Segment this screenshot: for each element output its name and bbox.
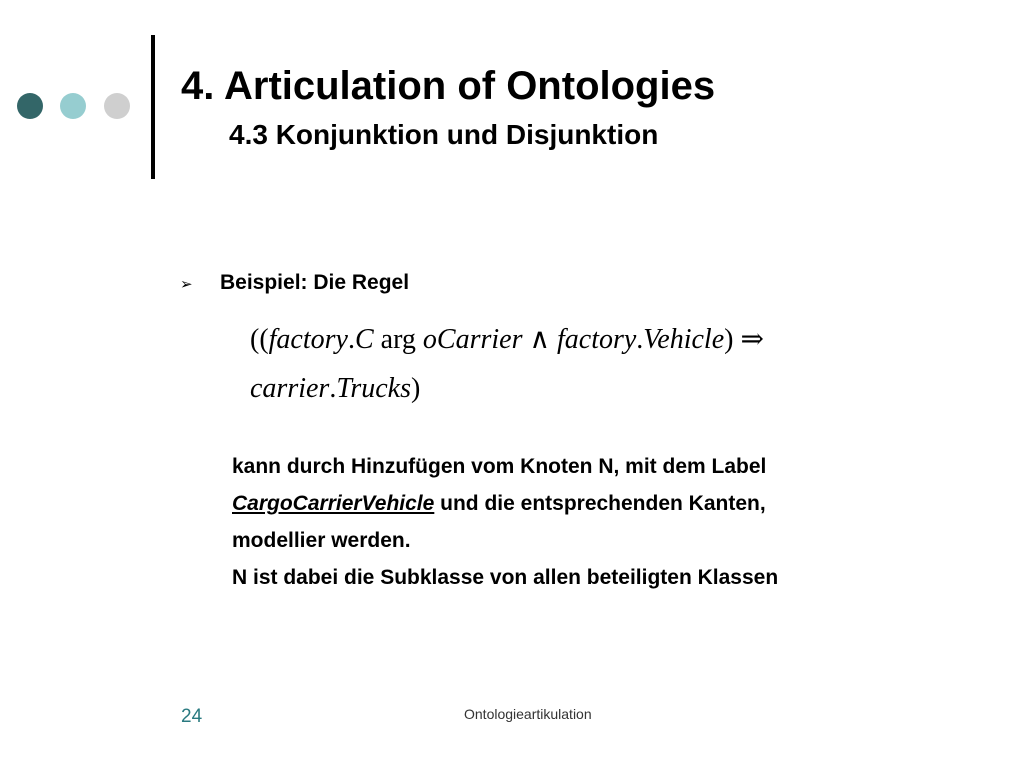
formula-token: ∧ <box>522 324 557 355</box>
slide-title: 4. Articulation of Ontologies <box>181 64 716 108</box>
formula-token: arg <box>373 324 423 355</box>
body-line-2-rest: und die entsprechenden Kanten, <box>434 492 766 515</box>
slide-subtitle: 4.3 Konjunktion und Disjunktion <box>229 119 659 150</box>
formula-token: carrier <box>250 373 330 404</box>
formula-token: factory <box>556 324 637 355</box>
formula-token: . <box>347 324 355 355</box>
formula-token: factory <box>268 324 348 355</box>
decorative-dot-teal <box>60 93 86 119</box>
formula-token: Trucks <box>336 373 412 404</box>
formula-line-1 <box>250 322 764 358</box>
formula-token: ) ⇒ <box>724 324 764 355</box>
formula-token: ) <box>411 373 421 404</box>
body-line-3: modellier werden. <box>232 529 411 552</box>
formula-token: . <box>329 373 337 404</box>
formula-token: . <box>636 324 644 355</box>
label-cargocarriervehicle: CargoCarrierVehicle <box>232 492 435 515</box>
decorative-dot-dark <box>17 93 43 119</box>
formula-token: C <box>354 324 374 355</box>
formula-token: (( <box>250 324 269 355</box>
formula-token: oCarrier <box>422 324 523 355</box>
body-line-4: N ist dabei die Subklasse von allen beteiligten Klassen <box>232 566 779 589</box>
page-number: 24 <box>181 706 203 727</box>
bullet-text: Beispiel: Die Regel <box>220 271 410 294</box>
body-line-2 <box>232 490 766 518</box>
footer-label: Ontologieartikulation <box>464 706 592 722</box>
title-divider-bar <box>151 35 155 179</box>
body-line-1: kann durch Hinzufügen vom Knoten N, mit dem Label <box>232 455 767 478</box>
decorative-dot-gray <box>104 93 130 119</box>
bullet-arrow-icon: ➢ <box>180 276 193 293</box>
formula-token: Vehicle <box>643 324 725 355</box>
formula-line-2 <box>250 371 420 407</box>
